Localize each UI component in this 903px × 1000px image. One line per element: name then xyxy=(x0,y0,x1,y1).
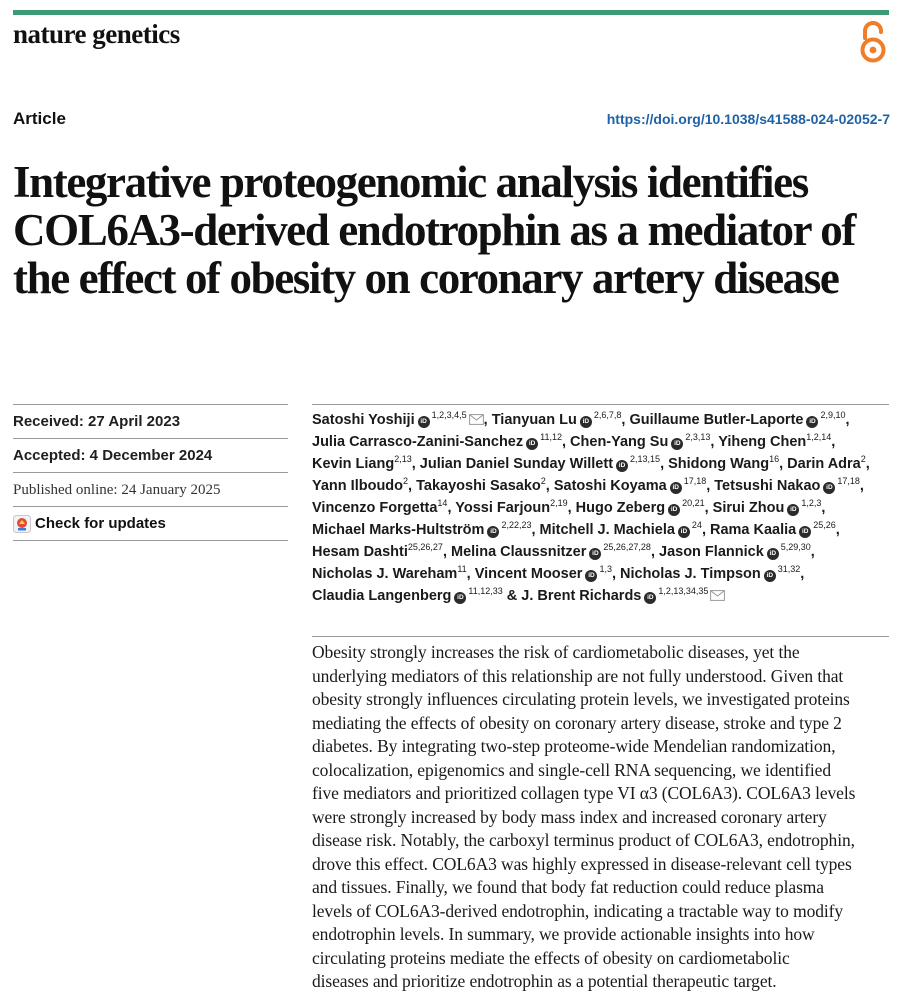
orcid-icon[interactable]: iD xyxy=(787,504,799,516)
author-name[interactable]: Guillaume Butler-Laporte xyxy=(629,412,804,428)
orcid-icon[interactable]: iD xyxy=(678,526,690,538)
orcid-icon[interactable]: iD xyxy=(806,416,818,428)
author-name[interactable]: Shidong Wang xyxy=(668,456,770,472)
abstract-line: and tissues. Finally, we found that body fat reduction could reduce plasma xyxy=(312,877,824,897)
check-for-updates-label: Check for updates xyxy=(35,515,166,532)
author-name[interactable]: Hesam Dashti xyxy=(312,544,408,560)
affiliation-numbers: 2,13 xyxy=(394,454,412,464)
affiliation-numbers: 1,2,13,34,35 xyxy=(658,586,709,596)
orcid-icon[interactable]: iD xyxy=(585,570,597,582)
orcid-icon[interactable]: iD xyxy=(767,548,779,560)
author-separator: , xyxy=(567,500,572,516)
author-separator: , xyxy=(706,478,711,494)
author-name[interactable]: Julian Daniel Sunday Willett xyxy=(419,456,614,472)
author-separator: , xyxy=(660,456,665,472)
author-separator: , xyxy=(779,456,784,472)
author-name[interactable]: Darin Adra xyxy=(787,456,861,472)
author-line xyxy=(312,453,892,475)
affiliation-numbers: 14 xyxy=(437,498,448,508)
author-name[interactable]: Yiheng Chen xyxy=(718,434,807,450)
author-separator: , xyxy=(483,412,488,428)
author-name[interactable]: J. Brent Richards xyxy=(521,588,642,604)
author-separator: , xyxy=(561,434,567,450)
author-separator: , xyxy=(865,456,870,472)
author-name[interactable]: Satoshi Yoshiji xyxy=(312,412,415,428)
author-name[interactable]: Satoshi Koyama xyxy=(553,478,667,494)
orcid-icon[interactable]: iD xyxy=(589,548,601,560)
affiliation-numbers: 17,18 xyxy=(837,476,860,486)
affiliation-numbers: 2,13,15 xyxy=(630,454,661,464)
author-line xyxy=(312,431,892,453)
author-name[interactable]: Yossi Farjoun xyxy=(455,500,551,516)
orcid-icon[interactable]: iD xyxy=(418,416,430,428)
open-access-icon xyxy=(857,20,889,64)
affiliation-numbers: 2,6,7,8 xyxy=(593,410,622,420)
affiliation-numbers: 1,2,3,4,5 xyxy=(431,410,467,420)
author-name[interactable]: Tianyuan Lu xyxy=(491,412,577,428)
divider xyxy=(13,540,288,541)
author-separator: , xyxy=(810,544,815,560)
doi-link[interactable]: https://doi.org/10.1038/s41588-024-02052-7 xyxy=(606,111,890,127)
orcid-icon[interactable]: iD xyxy=(526,438,538,450)
abstract-line: diabetes. By integrating two-step proteome-wide Mendelian randomization, xyxy=(312,736,836,756)
received-date: Received: 27 April 2023 xyxy=(13,413,181,430)
author-name[interactable]: Vincent Mooser xyxy=(474,566,583,582)
author-name[interactable]: Julia Carrasco-Zanini-Sanchez xyxy=(312,434,524,450)
article-title: Integrative proteogenomic analysis identifies COL6A3-derived endotrophin as a mediator of the effect of obesity on coronary artery disease xyxy=(13,157,855,303)
author-name[interactable]: Nicholas J. Timpson xyxy=(620,566,761,582)
author-name[interactable]: Nicholas J. Wareham xyxy=(312,566,458,582)
author-name[interactable]: Michael Marks-Hultström xyxy=(312,522,485,538)
affiliation-numbers: 16 xyxy=(769,454,780,464)
author-name[interactable]: Sirui Zhou xyxy=(712,500,785,516)
abstract-line: colocalization, epigenomics and single-cell RNA sequencing, we identified xyxy=(312,759,831,780)
author-separator: , xyxy=(704,500,709,516)
author-separator: , xyxy=(845,412,850,428)
published-date: Published online: 24 January 2025 xyxy=(13,482,221,498)
affiliation-numbers: 25,26,27 xyxy=(407,542,443,552)
abstract-line: drove this effect. COL6A3 was highly expressed in disease-relevant cell types xyxy=(312,853,852,874)
orcid-icon[interactable]: iD xyxy=(823,482,835,494)
author-line xyxy=(312,541,892,563)
affiliation-numbers: 2,19 xyxy=(550,498,568,508)
affiliation-numbers: 2,3,13 xyxy=(685,432,711,442)
header-accent-bar xyxy=(13,10,889,15)
orcid-icon[interactable]: iD xyxy=(487,526,499,538)
author-name[interactable]: Hugo Zeberg xyxy=(575,500,666,516)
author-line xyxy=(312,497,892,519)
affiliation-numbers: 1,2,14 xyxy=(806,432,832,442)
author-separator: , xyxy=(650,544,655,560)
orcid-icon[interactable]: iD xyxy=(644,592,656,604)
orcid-icon[interactable]: iD xyxy=(616,460,628,472)
affiliation-numbers: 5,29,30 xyxy=(780,542,811,552)
author-name[interactable]: Vincenzo Forgetta xyxy=(312,500,438,516)
author-name[interactable]: Takayoshi Sasako xyxy=(416,478,541,494)
affiliation-numbers: 1,3 xyxy=(599,564,612,574)
author-line xyxy=(312,585,892,607)
check-for-updates-button[interactable] xyxy=(13,507,288,540)
affiliation-numbers: 2,9,10 xyxy=(820,410,846,420)
orcid-icon[interactable]: iD xyxy=(671,438,683,450)
accepted-date: Accepted: 4 December 2024 xyxy=(13,447,213,464)
publication-dates xyxy=(13,404,288,541)
affiliation-numbers: 1,2,3 xyxy=(801,498,822,508)
author-name[interactable]: Tetsushi Nakao xyxy=(714,478,821,494)
article-type: Article xyxy=(13,109,66,128)
abstract-line: five mediators and prioritized collagen type VI α3 (COL6A3). COL6A3 levels xyxy=(312,783,856,803)
abstract-line: levels of COL6A3-derived endotrophin, indicating a tractable way to modify xyxy=(312,900,844,921)
abstract-line: circulating proteins mediate the effects of obesity on cardiometabolic xyxy=(312,947,790,968)
author-list xyxy=(312,409,892,607)
abstract-line: mediating the effects of obesity on coronary artery disease, stroke and type 2 xyxy=(312,712,842,733)
abstract-line: underlying mediators of this relationship are not fully understood. Given that xyxy=(312,665,844,686)
author-name[interactable]: Claudia Langenberg xyxy=(312,588,452,604)
author-name[interactable]: Yann Ilboudo xyxy=(312,478,404,494)
author-separator: , xyxy=(835,522,840,538)
affiliation-numbers: 25,26 xyxy=(813,520,836,530)
affiliation-numbers: 31,32 xyxy=(777,564,801,574)
author-separator: , xyxy=(621,412,626,428)
author-separator: , xyxy=(831,434,836,450)
author-line xyxy=(312,519,892,541)
orcid-icon[interactable]: iD xyxy=(454,592,466,604)
author-separator: , xyxy=(611,566,616,582)
author-line xyxy=(312,475,892,497)
author-separator: , xyxy=(701,522,706,538)
author-name[interactable]: Melina Claussnitzer xyxy=(451,544,587,560)
affiliation-numbers: 20,21 xyxy=(682,498,705,508)
email-icon[interactable] xyxy=(469,414,484,425)
affiliation-numbers: 17,18 xyxy=(683,476,707,486)
affiliation-numbers: 2,22,23 xyxy=(501,520,532,530)
author-separator: , xyxy=(466,566,471,582)
affiliation-numbers: 24 xyxy=(691,520,702,530)
affiliation-numbers: 11,12,33 xyxy=(468,586,503,596)
author-line xyxy=(312,563,892,585)
author-separator: , xyxy=(545,478,550,494)
author-separator: & xyxy=(502,588,518,604)
divider xyxy=(312,404,889,405)
divider xyxy=(312,636,889,637)
orcid-icon[interactable]: iD xyxy=(580,416,592,428)
author-line xyxy=(312,409,892,431)
orcid-icon[interactable]: iD xyxy=(668,504,680,516)
abstract-line: disease risk. Notably, the carboxyl terminus product of COL6A3, endotrophin, xyxy=(312,830,855,850)
affiliation-numbers: 2 xyxy=(403,476,409,486)
abstract-line: were strongly increased by body mass index and increased coronary artery xyxy=(312,806,827,827)
orcid-icon[interactable]: iD xyxy=(799,526,811,538)
author-name[interactable]: Rama Kaalia xyxy=(710,522,797,538)
affiliation-numbers: 25,26,27,28 xyxy=(603,542,651,552)
email-icon[interactable] xyxy=(710,590,725,601)
abstract-line: endotrophin levels. In summary, we provide actionable insights into how xyxy=(312,924,815,944)
orcid-icon[interactable]: iD xyxy=(670,482,682,494)
check-updates-icon xyxy=(13,515,31,533)
journal-name[interactable]: nature genetics xyxy=(13,19,180,49)
author-separator: , xyxy=(821,500,826,516)
author-name[interactable]: Kevin Liang xyxy=(312,456,395,472)
author-name[interactable]: Mitchell J. Machiela xyxy=(539,522,675,538)
author-name[interactable]: Chen-Yang Su xyxy=(570,434,669,450)
abstract-line: Obesity strongly increases the risk of cardiometabolic diseases, yet the xyxy=(312,642,800,662)
affiliation-numbers: 2 xyxy=(540,476,546,486)
author-separator: , xyxy=(408,478,413,494)
abstract-line: obesity strongly influences circulating protein levels, we investigated proteins xyxy=(312,689,850,709)
author-separator: , xyxy=(800,566,805,582)
affiliation-numbers: 2 xyxy=(860,454,866,464)
author-separator: , xyxy=(442,544,447,560)
orcid-icon[interactable]: iD xyxy=(764,570,776,582)
author-separator: , xyxy=(859,478,864,494)
affiliation-numbers: 11 xyxy=(457,564,467,574)
affiliation-numbers: 11,12 xyxy=(540,432,562,442)
author-separator: , xyxy=(447,500,452,516)
author-separator: , xyxy=(710,434,715,450)
author-separator: , xyxy=(411,456,416,472)
author-separator: , xyxy=(531,522,536,538)
abstract-line: diseases and prioritize endotrophin as a potential therapeutic target. xyxy=(312,971,777,991)
abstract xyxy=(312,641,902,994)
author-name[interactable]: Jason Flannick xyxy=(659,544,764,560)
